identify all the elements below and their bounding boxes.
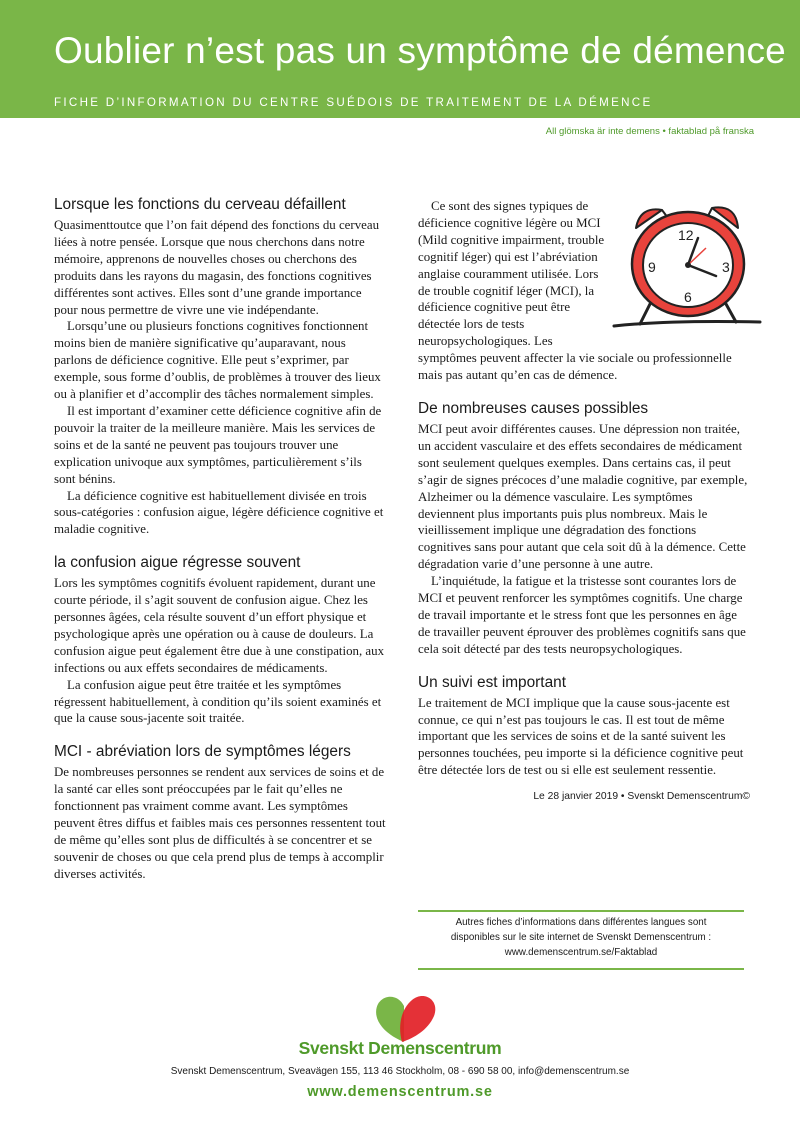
section-heading: Un suivi est important bbox=[418, 673, 566, 691]
paragraph: Le traitement de MCI implique que la cause sous-jacente est connue, ce qui n’est pas toujours le cas. Il est tout de même important que les services de soins et de la santé suivent les personnes touchées, peu importe si la déficience cognitive peut être détectée lors de test ou si elle est seulement ressentie. bbox=[418, 695, 744, 778]
date-copyright: Le 28 janvier 2019 • Svenskt Demenscentrum© bbox=[533, 791, 750, 803]
section-brain-functions bbox=[54, 196, 386, 538]
right-column bbox=[418, 198, 750, 802]
paragraph: Ce sont des signes typiques de déficience cognitive légère ou MCI (Mild cognitive impairment, trouble cognitif léger) qui est l’abréviation anglaise couramment utilisée. Lors de trouble cognitif léger (MCI), la déficience cognitive peut être détectée lors de tests neuropsychologiques. Les symptômes peuvent affecter la vie sociale ou professionnelle mais pas autant qu’en cas de démence. bbox=[418, 199, 732, 383]
paragraph: La déficience cognitive est habituellement divisée en trois sous-catégories : confusion aigue, légère déficience cognitive et maladie cognitive. bbox=[54, 488, 384, 537]
section-heading: De nombreuses causes possibles bbox=[418, 399, 649, 417]
section-acute-confusion bbox=[54, 554, 386, 727]
header-banner bbox=[0, 0, 800, 118]
section-mci bbox=[54, 743, 386, 882]
section-mci-signs bbox=[418, 198, 750, 384]
left-column bbox=[54, 196, 386, 899]
paragraph: Lorsqu’une ou plusieurs fonctions cognitives fonctionnent moins bien de manière significative qu’auparavant, nous parlons de déficience cognitive. Elle peut s’exprimer, par exemple, sous forme d’oublis, de problèmes à trouver des lieux ou à planifier et d’accomplir des tâches normalement simples. bbox=[54, 319, 381, 402]
paragraph: De nombreuses personnes se rendent aux services de soins et de la santé car elles sont préoccupées par le fait qu’elles ne fonctionnent pas vraiment comme avant. Les symptômes peuvent êtres diffus et faibles mais ces personnes ressentent tout de même qu’elles sont plus de difficultés à se concentrer et se souvenir de choses ou que cela prend plus de temps à accomplir diverses activités. bbox=[54, 765, 386, 881]
section-follow-up bbox=[418, 674, 750, 780]
paragraph: Il est important d’examiner cette déficience cognitive afin de pouvoir la traiter de la meilleure manière. Mais les services de soins et de la santé ne peuvent pas toujours trouver une explication univoque aux symptômes, particulièrement s’ils sont bénins. bbox=[54, 403, 382, 486]
alarm-clock-icon bbox=[610, 198, 762, 338]
info-line: Autres fiches d’informations dans différentes langues sont bbox=[455, 917, 707, 928]
info-link[interactable]: www.demenscentrum.se/Faktablad bbox=[504, 947, 658, 958]
paragraph: L’inquiétude, la fatigue et la tristesse sont courantes lors de MCI et peuvent renforcer les symptômes cognitifs. Une charge de travail importante et le stress font que les personnes en âge de travailler peuvent éprouver des problèmes cognitifs sans que cela soit détecté par des tests neuropsychologiques. bbox=[418, 574, 746, 656]
info-box bbox=[418, 910, 744, 970]
org-name: Svenskt Demenscentrum bbox=[298, 1038, 502, 1058]
svg-text:3: 3 bbox=[722, 259, 730, 275]
section-heading: Lorsque les fonctions du cerveau défaillent bbox=[54, 196, 346, 213]
section-heading: la confusion aigue régresse souvent bbox=[54, 554, 301, 572]
paragraph: La confusion aigue peut être traitée et les symptômes régressent habituellement, à condition qu’ils soient examinés et que la cause sous-jacente soit traitée. bbox=[54, 677, 382, 726]
svg-text:12: 12 bbox=[678, 227, 694, 243]
paragraph: Lors les symptômes cognitifs évoluent rapidement, durant une courte période, il s’agit souvent de confusion aigue. Chez les personnes âgées, cela résulte souvent d’un effort physique et psychologique après une opération ou à cause de douleurs. La confusion aigue peut également être due à une constipation, aux infections ou aux effets secondaires de médicaments. bbox=[54, 576, 385, 675]
page-title: Oublier n’est pas un symptôme de démence bbox=[54, 30, 786, 71]
alarm-clock-illustration bbox=[610, 198, 762, 338]
swedish-note: All glömska är inte demens • faktablad på franska bbox=[545, 126, 754, 137]
footer-address: Svenskt Demenscentrum, Sveavägen 155, 113 46 Stockholm, 08 - 690 58 00, info@demenscentrum.se bbox=[170, 1066, 630, 1077]
info-line: disponibles sur le site internet de Svenskt Demenscentrum : bbox=[450, 932, 712, 943]
svg-text:9: 9 bbox=[648, 259, 656, 275]
svg-text:6: 6 bbox=[684, 289, 692, 305]
section-heading: MCI - abréviation lors de symptômes légers bbox=[54, 743, 351, 761]
logo-icon bbox=[370, 992, 440, 1044]
page-subtitle: FICHE D’INFORMATION DU CENTRE SUÉDOIS DE TRAITEMENT DE LA DÉMENCE bbox=[54, 96, 653, 109]
paragraph: Quasimenttoutce que l’on fait dépend des fonctions du cerveau liées à notre pensée. Lorsque que nous cherchons dans notre mémoire, apprenons de nouvelles choses ou cherchons des produits dans les rayons du magasin, des fonctions cognitives différentes sont actives. Elles sont d’une grande importance pour nous permettre de vivre une vie indépendante. bbox=[54, 218, 380, 317]
section-possible-causes bbox=[418, 400, 750, 658]
website-link[interactable]: www.demenscentrum.se bbox=[307, 1084, 493, 1100]
paragraph: MCI peut avoir différentes causes. Une dépression non traitée, un accident vasculaire et des effets secondaires de médicament sont seulement quelques exemples. Dans certains cas, il peut s’agir de signes précoces d’une maladie cognitive, par exemple, Alzheimer ou la démence vasculaire. Les symptômes deviennent plus importants puis plus nombreux. Mais le vieillissement implique une dégradation des fonctions cognitives sans pour autant que cela soit dû à la démence. Cette dégradation varie d’une personne à une autre. bbox=[418, 421, 748, 572]
